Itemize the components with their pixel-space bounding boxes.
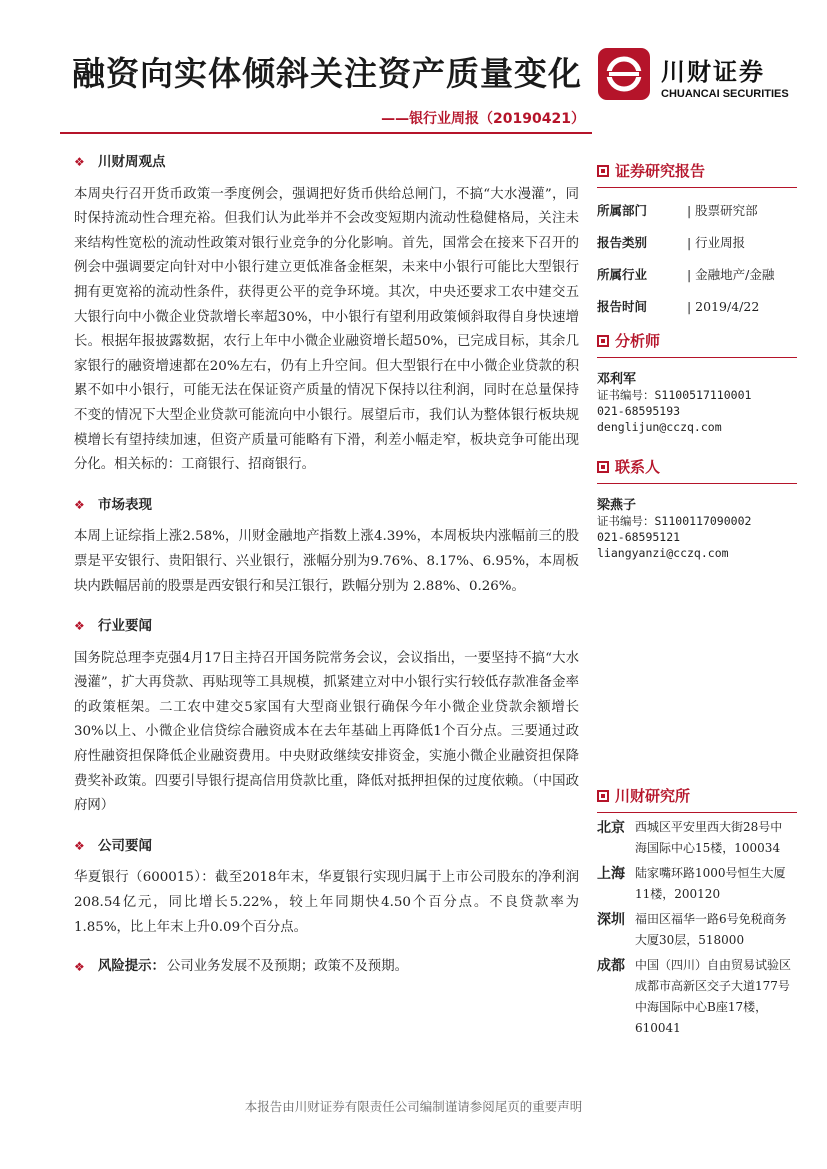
info-value: | 金融地产/金融 [687,267,775,282]
office-city: 上海 [597,866,625,882]
chuancai-logo-icon [598,48,650,100]
office-address: 西城区平安里西大街28号中海国际中心15楼，100034 [635,820,783,855]
diamond-bullet-icon: ❖ [74,497,85,512]
section-paragraph: 本周央行召开货币政策一季度例会，强调把好货币供给总闸门，不搞“大水漫灌”，同时保持流动性合理充裕。但我们认为此举并不会改变短期内流动性稳健格局，关注未来结构性宽松的流动性政策对银行业竞争的分化影响。首先，国常会在接来下召开的例会中强调要定向针对中小银行建立更低准备金框架，未来中小银行可能比大型银行拥有更宽裕的流动性条件，获得更公平的竞争环境。其次，中央还要求工农中建交五大银行向中小微企业贷款增长率超30%，中小银行有望利用政策倾斜取得自身快速增长。根据年报披露数据，农行上年中小微企业融资增长超50%，已完成目标，其余几家银行的融资增速都在20%左右，仍有上升空间。但大型银行在中小微企业贷款的积累不如中小银行，可能无法在保证资产质量的情况下保持以往利润，同时在总量保持不变的情况下大型企业贷款可能流向中小银行。展望后市，我们认为整体银行板块规模增长有望持续加速，但资产质量可能略有下滑，利差小幅走窄，板块竞争可能出现分化。相关标的：工商银行、招商银行。 [74,186,579,473]
analyst-phone: 021-68595193 [597,404,681,418]
sidebar-heading [597,785,797,806]
diamond-bullet-icon: ❖ [74,155,85,169]
info-value: | 行业周报 [687,235,746,250]
logo-text-cn: 川财证券 [661,58,765,86]
sidebar-institute [597,785,797,1039]
sidebar-heading-text: 分析师 [615,332,661,350]
diamond-bullet-icon: ❖ [74,838,85,853]
analyst-email[interactable]: denglijun@cczq.com [597,420,722,434]
contact-phone: 021-68595121 [597,530,681,544]
office-address: 陆家嘴环路1000号恒生大厦11楼，200120 [635,866,786,901]
company-logo [598,48,794,104]
contact-cert: 证书编号：S1100117090002 [597,514,752,528]
section-heading [74,493,579,518]
risk-text: 公司业务发展不及预期；政策不及预期。 [166,959,408,975]
square-bullet-icon [597,461,609,473]
sidebar-report-info [597,160,797,322]
section-industry-news [74,614,579,819]
section-paragraph: 国务院总理李克强4月17日主持召开国务院常务会议，会议指出，一要坚持不搞“大水漫灌”，扩大再贷款、再贴现等工具规模，抓紧建立对中小银行实行较低存款准备金率的政策框架。二工农中建交5家国有大型商业银行确保今年小微企业贷款余额增长30%以上、小微企业信贷综合融资成本在去年基础上再降低1个百分点。三要通过政府性融资担保降低企业融资费用。中央财政继续安排资金，实施小微企业融资担保降费奖补政策。四要引导银行提高信用贷款比重，降低对抵押担保的过度依赖。（中国政府网） [74,650,579,814]
square-bullet-icon [597,790,609,802]
title-rule [60,132,592,134]
page-footer: 本报告由川财证券有限责任公司编制谨请参阅尾页的重要声明 [244,1099,583,1114]
analyst-name: 邓利军 [597,372,637,387]
divider [597,812,797,813]
institute-office [597,863,797,905]
report-subtitle: ——银行业周报（20190421） [381,111,585,127]
office-city: 北京 [597,820,625,836]
diamond-bullet-icon: ❖ [74,619,85,634]
sidebar-heading-text: 证券研究报告 [615,162,706,180]
sidebar-heading-text: 联系人 [615,458,661,476]
institute-office [597,955,797,1039]
info-row [597,194,797,226]
report-title: 融资向实体倾斜关注资产质量变化 [72,54,582,93]
section-heading-text: 公司要闻 [98,837,152,854]
info-key: 报告时间 [597,299,648,314]
office-address: 中国（四川）自由贸易试验区成都市高新区交子大道177号中海国际中心B座17楼，610041 [635,958,792,1035]
section-weekly-view [74,150,579,478]
section-market [74,493,579,599]
contact-name: 梁燕子 [597,498,637,513]
info-key: 报告类别 [597,235,648,250]
main-content [74,150,579,980]
logo-text-en: CHUANCAI SECURITIES [661,88,789,100]
section-paragraph: 华夏银行（600015）：截至2018年末，华夏银行实现归属于上市公司股东的净利润208.54亿元，同比增长5.22%，较上年同期快4.50个百分点。不良贷款率为1.85%，比上年末上升0.09个百分点。 [74,870,579,935]
sidebar-contact [597,456,797,561]
diamond-bullet-icon: ❖ [74,960,85,975]
office-address: 福田区福华一路6号免税商务大厦30层，518000 [635,912,787,947]
info-key: 所属行业 [597,267,648,282]
square-bullet-icon [597,335,609,347]
section-heading [74,834,579,859]
section-heading [74,150,579,175]
section-heading-text: 川财周观点 [98,154,166,170]
sidebar-heading [597,160,797,181]
institute-office [597,909,797,951]
section-heading [74,614,579,639]
institute-office [597,817,797,859]
info-row [597,258,797,290]
sidebar-heading [597,456,797,477]
divider [597,357,797,358]
sidebar-analyst [597,330,797,435]
contact-email[interactable]: liangyanzi@cczq.com [597,546,729,560]
info-key: 所属部门 [597,203,648,218]
section-company-news [74,834,579,940]
sidebar-heading [597,330,797,351]
info-row [597,226,797,258]
analyst-cert: 证书编号：S1100517110001 [597,388,752,402]
section-heading-text: 市场表现 [98,496,152,513]
risk-warning [74,955,579,980]
section-heading-text: 行业要闻 [98,618,152,635]
divider [597,483,797,484]
risk-label: 风险提示： [98,959,165,975]
sidebar-heading-text: 川财研究所 [615,787,691,805]
info-value: | 2019/4/22 [687,298,760,314]
info-value: | 股票研究部 [687,203,758,218]
office-city: 成都 [597,958,625,974]
info-row [597,290,797,322]
section-paragraph: 本周上证综指上涨2.58%，川财金融地产指数上涨4.39%，本周板块内涨幅前三的股票是平安银行、贵阳银行、兴业银行，涨幅分别为9.76%、8.17%、6.95%，本周板块内跌幅居前的股票是西安银行和吴江银行，跌幅分别为 2.88%、0.26%。 [74,529,579,594]
square-bullet-icon [597,165,609,177]
office-city: 深圳 [597,912,625,928]
divider [597,187,797,188]
